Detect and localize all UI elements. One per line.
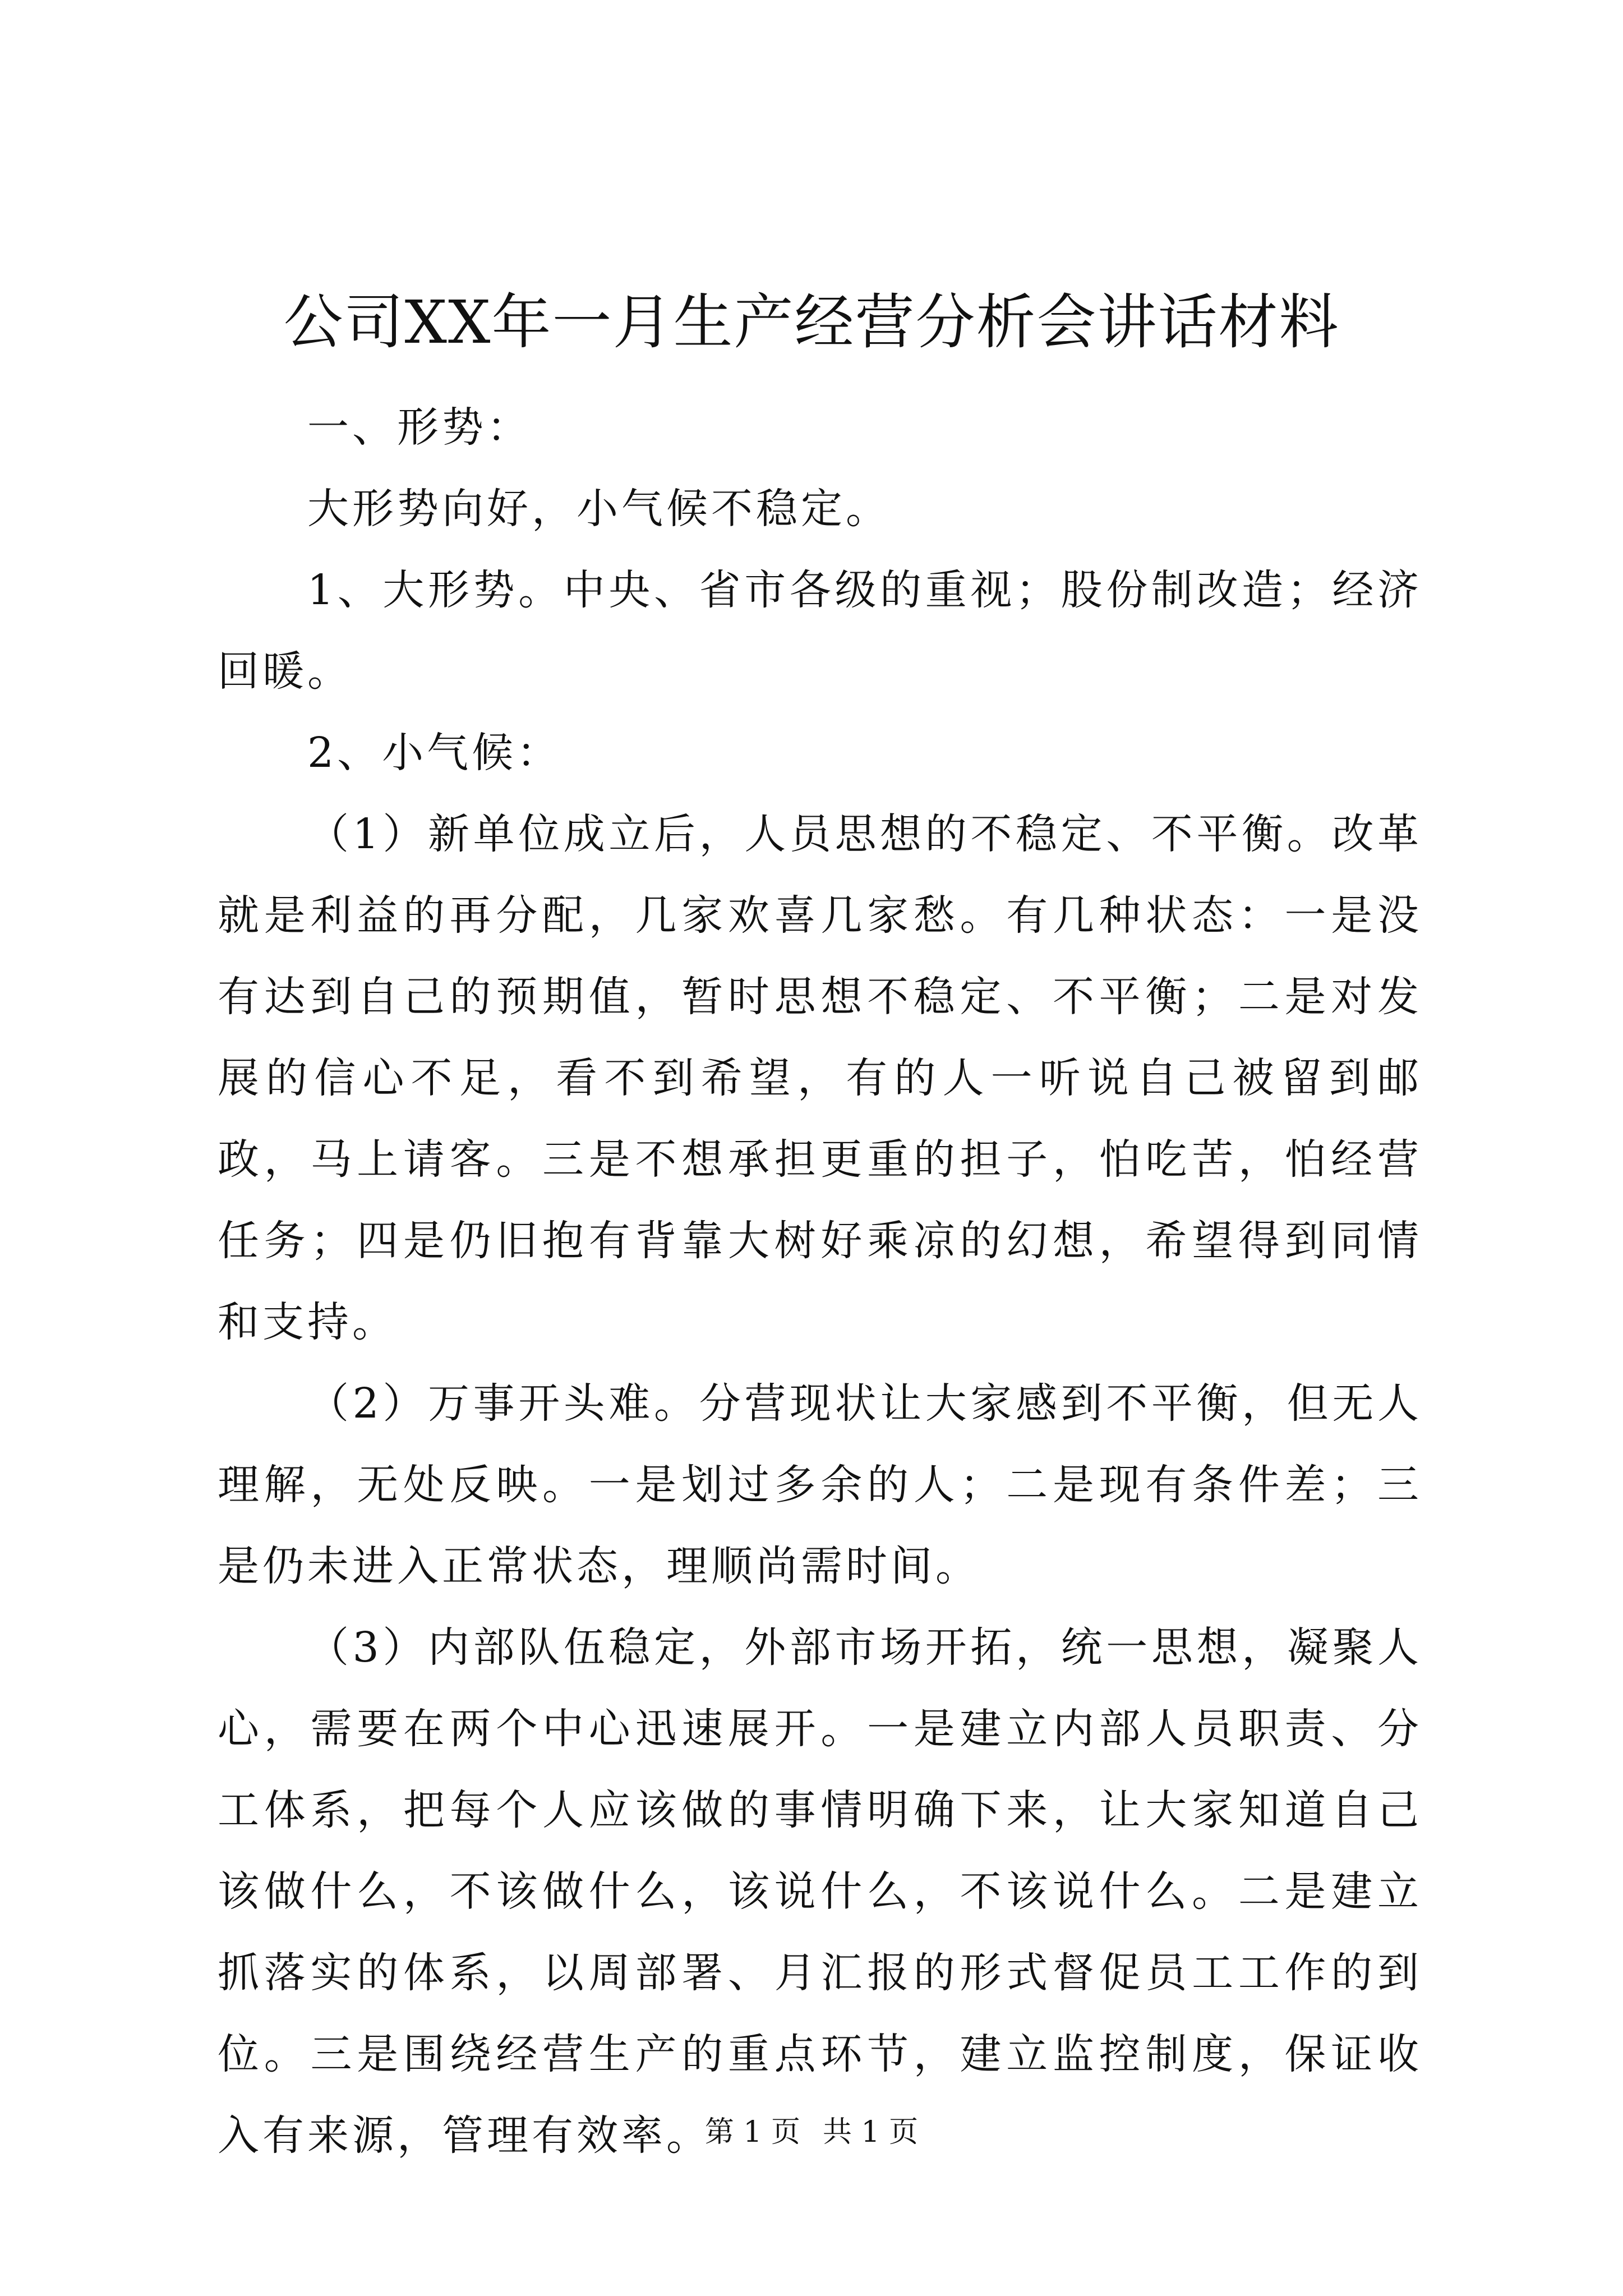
- paragraph-item-3: （3）内部队伍稳定，外部市场开拓，统一思想，凝聚人心，需要在两个中心迅速展开。一是建立内部人员职责、分工体系，把每个人应该做的事情明确下来，让大家知道自己该做什么，不该做什么，该说什么，不该说什么。二是建立抓落实的体系，以周部署、月汇报的形式督促员工工作的到位。三是围绕经营生产的重点环节，建立监控制度，保证收入有来源，管理有效率。: [218, 1623, 1422, 2160]
- paragraph-item-2: （2）万事开头难。分营现状让大家感到不平衡，但无人理解，无处反映。一是划过多余的人；二是现有条件差；三是仍未进入正常状态，理顺尚需时间。: [218, 1379, 1422, 1590]
- paragraph-section-heading: 一、形势：: [307, 403, 532, 452]
- page-number-current: 第 1 页: [704, 2115, 800, 2149]
- paragraph-macro-situation: 1、大形势。中央、省市各级的重视；股份制改造；经济回暖。: [218, 566, 1422, 696]
- page-number-total: 共 1 页: [823, 2115, 919, 2149]
- paragraph-item-1: （1）新单位成立后，人员思想的不稳定、不平衡。改革就是利益的再分配，几家欢喜几家愁。有几种状态：一是没有达到自己的预期值，暂时思想不稳定、不平衡；二是对发展的信心不足，看不到希望，有的人一听说自己被留到邮政，马上请客。三是不想承担更重的担子，怕吃苦，怕经营任务；四是仍旧抱有背靠大树好乘凉的幻想，希望得到同情和支持。: [218, 810, 1422, 1346]
- paragraph-summary: 大形势向好，小气候不稳定。: [307, 485, 891, 533]
- paragraph-micro-climate-heading: 2、小气候：: [307, 729, 562, 777]
- document-title: 公司XX年一月生产经营分析会讲话材料: [283, 288, 1340, 357]
- document-body: [218, 387, 1422, 2177]
- page-footer: [0, 2113, 1623, 2152]
